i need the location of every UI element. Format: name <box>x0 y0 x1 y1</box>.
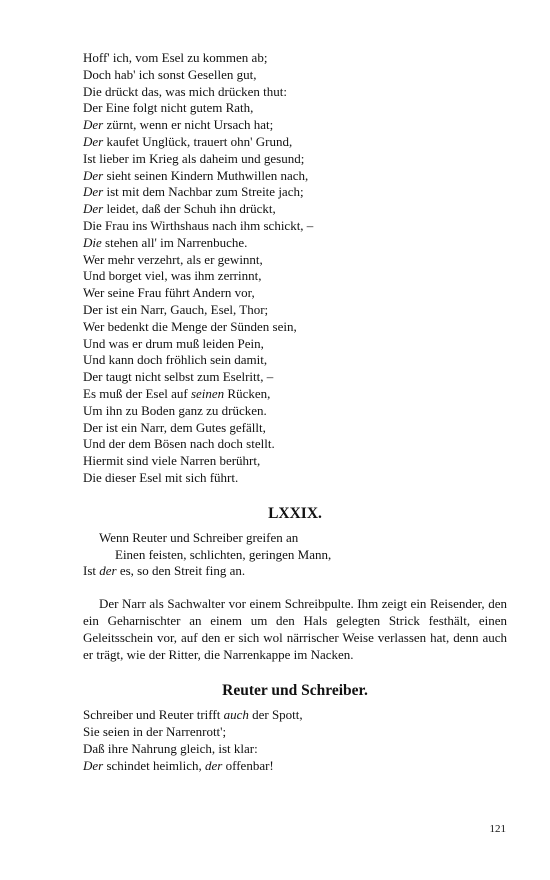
emphasis: der <box>205 757 223 773</box>
verse-line: Hiermit sind viele Narren berührt, <box>83 453 261 469</box>
end-verse-line: Der schindet heimlich, der offenbar! <box>83 757 274 773</box>
verse-line: Der taugt nicht selbst zum Eselritt, – <box>83 369 274 385</box>
verse-line: Wer seine Frau führt Andern vor, <box>83 285 255 301</box>
verse-line: Um ihn zu Boden ganz zu drücken. <box>83 402 267 418</box>
end-verse-line: Schreiber und Reuter trifft auch der Spott, <box>83 707 303 723</box>
emphasis: Der <box>83 184 104 200</box>
verse-line: Hoff' ich, vom Esel zu kommen ab; <box>83 50 268 65</box>
verse-line: Ist lieber im Krieg als daheim und gesund; <box>83 150 305 166</box>
verse-line: Der leidet, daß der Schuh ihn drückt, <box>83 201 276 217</box>
end-verse-block <box>83 707 507 774</box>
verse-line: Der ist ein Narr, dem Gutes gefällt, <box>83 419 266 435</box>
motto-line: Wenn Reuter und Schreiber greifen an <box>99 529 299 545</box>
emphasis: der <box>99 563 117 579</box>
emphasis: Der <box>83 757 104 773</box>
emphasis: auch <box>223 707 249 723</box>
emphasis: Der <box>83 117 104 133</box>
verse-line: Die stehen all' im Narrenbuche. <box>83 234 248 250</box>
verse-line: Wer bedenkt die Menge der Sünden sein, <box>83 318 297 334</box>
verse-line: Die dieser Esel mit sich führt. <box>83 469 239 485</box>
emphasis: seinen <box>190 385 225 401</box>
section-title: LXXIX. <box>268 504 322 522</box>
emphasis: Der <box>83 201 104 217</box>
verse-line: Der ist ein Narr, Gauch, Esel, Thor; <box>83 301 269 317</box>
verse-block <box>83 50 507 487</box>
verse-line: Die Frau ins Wirthshaus nach ihm schickt, – <box>83 217 314 233</box>
emphasis: Die <box>83 234 102 250</box>
page-body <box>83 50 507 774</box>
verse-line: Der zürnt, wenn er nicht Ursach hat; <box>83 117 274 133</box>
end-verse-line: Daß ihre Nahrung gleich, ist klar: <box>83 740 258 756</box>
verse-line: Und der dem Bösen nach doch stellt. <box>83 436 275 452</box>
verse-line: Und borget viel, was ihm zerrinnt, <box>83 268 262 284</box>
motto-block <box>83 530 507 580</box>
verse-line: Der ist mit dem Nachbar zum Streite jach; <box>83 184 304 200</box>
emphasis: Der <box>83 133 104 149</box>
verse-line: Wer mehr verzehrt, als er gewinnt, <box>83 251 263 267</box>
verse-line: Es muß der Esel auf seinen Rücken, <box>83 385 271 401</box>
verse-line: Und kann doch fröhlich sein damit, <box>83 352 268 368</box>
verse-line: Doch hab' ich sonst Gesellen gut, <box>83 66 257 82</box>
motto-line: Einen feisten, schlichten, geringen Mann, <box>115 546 332 562</box>
verse-line: Und was er drum muß leiden Pein, <box>83 335 264 351</box>
poem-subtitle: Reuter und Schreiber. <box>222 682 368 700</box>
verse-line: Die drückt das, was mich drücken thut: <box>83 83 287 99</box>
verse-line: Der sieht seinen Kindern Muthwillen nach, <box>83 167 309 183</box>
prose-paragraph: Der Narr als Sachwalter vor einem Schreibpulte. Ihm zeigt ein Reisender, den ein Geharnischter an einem um den Hals gelegten Strick festhält, einen Geleitsschein vor, auf den er sich wol närrischer Weise verlassen hat, denn auch er trägt, wie der Ritter, die Narrenkappe im Nacken. <box>83 596 507 662</box>
verse-line: Der Eine folgt nicht gutem Rath, <box>83 100 254 116</box>
end-verse-line: Sie seien in der Narrenrott'; <box>83 724 227 740</box>
page-number: 121 <box>489 823 506 835</box>
emphasis: Der <box>83 167 104 183</box>
verse-line: Der kaufet Unglück, trauert ohn' Grund, <box>83 133 293 149</box>
motto-line: Ist der es, so den Streit fing an. <box>83 563 246 579</box>
